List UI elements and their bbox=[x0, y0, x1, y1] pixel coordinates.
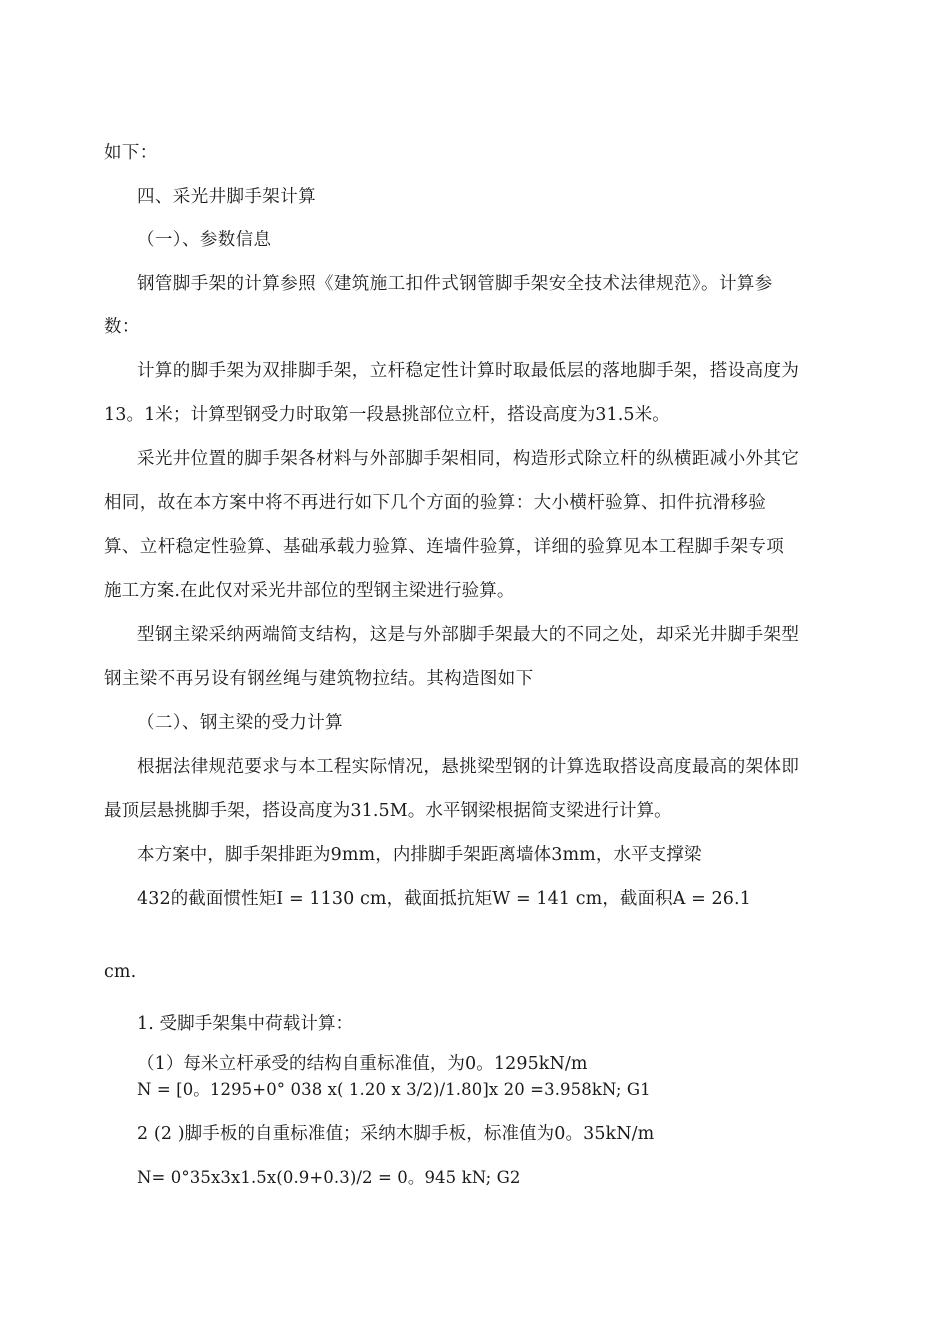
paragraph-line: 施工方案.在此仅对采光井部位的型钢主梁进行验算。 bbox=[104, 581, 515, 601]
formula-line: N = [0。1295+0° 038 x( 1.20 x 3/2)/1.80]x 20 =3.958kN; G1 bbox=[137, 1080, 651, 1099]
section-heading-4: 四、采光井脚手架计算 bbox=[137, 187, 316, 207]
subsection-heading-2: （二）、钢主梁的受力计算 bbox=[137, 713, 344, 733]
paragraph-line: 最顶层悬挑脚手架，搭设高度为31.5M。水平钢梁根据简支梁进行计算。 bbox=[104, 801, 672, 821]
formula-line: 2 (2 )脚手板的自重标准值；采纳木脚手板，标准值为0。35kN/m bbox=[137, 1124, 655, 1144]
paragraph-line: 本方案中，脚手架排距为9mm，内排脚手架距离墙体3mm，水平支撑梁 bbox=[137, 845, 702, 865]
paragraph-line: 计算的脚手架为双排脚手架，立杆稳定性计算时取最低层的落地脚手架，搭设高度为 bbox=[137, 361, 800, 381]
list-item-1: 1. 受脚手架集中荷载计算： bbox=[137, 1014, 354, 1034]
paragraph-line: 相同，故在本方案中将不再进行如下几个方面的验算：大小横杆验算、扣件抗滑移验 bbox=[104, 493, 767, 513]
paragraph-line: 钢主梁不再另设有钢丝绳与建筑物拉结。其构造图如下 bbox=[104, 669, 534, 689]
paragraph-line: 算、立杆稳定性验算、基础承载力验算、连墙件验算，详细的验算见本工程脚手架专项 bbox=[104, 537, 785, 557]
paragraph-line: 13。1米；计算型钢受力时取第一段悬挑部位立杆，搭设高度为31.5米。 bbox=[104, 405, 670, 425]
formula-line: N= 0°35x3x1.5x(0.9+0.3)/2 = 0。945 kN; G2 bbox=[137, 1168, 521, 1187]
text-line-continuation: 如下： bbox=[104, 143, 158, 163]
paragraph-line: cm. bbox=[104, 962, 137, 982]
paragraph-line: 钢管脚手架的计算参照《建筑施工扣件式钢管脚手架安全技术法律规范》。计算参 bbox=[137, 274, 773, 294]
subsection-heading-1: （一）、参数信息 bbox=[137, 230, 272, 250]
paragraph-line: 根据法律规范要求与本工程实际情况，悬挑梁型钢的计算选取搭设高度最高的架体即 bbox=[137, 757, 800, 777]
paragraph-line: 采光井位置的脚手架各材料与外部脚手架相同，构造形式除立杆的纵横距减小外其它 bbox=[137, 449, 800, 469]
paragraph-line: 型钢主梁采纳两端简支结构，这是与外部脚手架最大的不同之处，却采光井脚手架型 bbox=[137, 625, 800, 645]
paragraph-line: 432的截面惯性矩I = 1130 cm，截面抵抗矩W = 141 cm，截面积A = 26.1 bbox=[137, 889, 751, 909]
paragraph-line: 数： bbox=[104, 317, 140, 337]
formula-line: （1）每米立杆承受的结构自重标准值，为0。1295kN/m bbox=[137, 1054, 588, 1074]
